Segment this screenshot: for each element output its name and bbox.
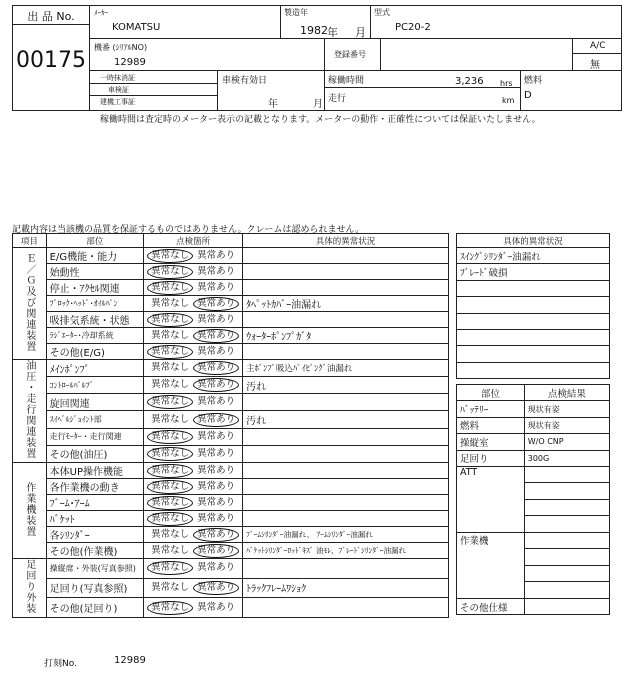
check-cell [144, 377, 243, 394]
disclaimer: 記載内容は当該機の品質を保証するものではありません。クレームは認められません。 [12, 225, 365, 235]
work-label: 作業機 [457, 532, 525, 598]
part-name: その他(E/G) [46, 344, 143, 360]
col-part: 部位 [46, 234, 143, 248]
ng-option: 異常あり [197, 396, 236, 408]
table-row [13, 296, 449, 312]
part-name: 吸排気系統・状態 [46, 312, 143, 328]
check-cell [144, 312, 243, 328]
ng-option: 異常あり [193, 581, 239, 595]
ok-option: 異常なし [147, 345, 193, 359]
ok-option: 異常なし [147, 601, 193, 615]
detail-cell [243, 264, 449, 280]
detail-cell: 汚れ [243, 377, 449, 394]
detail-cell [243, 479, 449, 495]
permit-label-3: 建機工事証 [100, 98, 135, 106]
result-part: 足回り [457, 450, 525, 466]
maker-label: ﾒｰｶｰ [94, 9, 108, 17]
part-name: 走行ﾓｰﾀｰ・走行関連 [46, 428, 143, 445]
part-name: 各ｼﾘﾝﾀﾞｰ [46, 527, 143, 543]
hours-value: 3,236 [455, 76, 484, 87]
ok-option: 異常なし [151, 329, 190, 341]
check-cell [144, 296, 243, 312]
table-row [13, 411, 449, 428]
detail-cell: ﾊﾞｹｯﾄｼﾘﾝﾀﾞｰﾛｯﾄﾞｷｽﾞ 油ﾓﾚ、ﾌﾞﾚｰﾄﾞｼﾘﾝﾀﾞｰ油漏れ [243, 543, 449, 559]
result-part: 操縦室 [457, 434, 525, 450]
group-label: 足回り外装 [23, 559, 35, 614]
result-col-result: 点検結果 [524, 385, 609, 401]
table-row [13, 543, 449, 559]
check-cell [144, 598, 243, 618]
detail-cell [243, 428, 449, 445]
inspect-label: 車検有効日 [222, 76, 268, 86]
permit-label-2: 車検証 [108, 86, 129, 94]
ng-option: 異常あり [197, 430, 236, 442]
ok-option: 異常なし [147, 430, 193, 444]
ng-option: 異常あり [197, 562, 236, 574]
part-name: ﾌﾞﾛｯｸ･ﾍｯﾄﾞ･ｵｲﾙﾊﾟﾝ [46, 296, 143, 312]
ok-option: 異常なし [151, 544, 190, 556]
detail-cell [243, 280, 449, 296]
table-row [13, 479, 449, 495]
check-cell [144, 511, 243, 527]
ng-option: 異常あり [197, 249, 236, 261]
ok-option: 異常なし [147, 313, 193, 327]
detail-cell [243, 445, 449, 462]
table-row [13, 377, 449, 394]
ok-option: 異常なし [151, 413, 190, 425]
table-row [13, 559, 449, 579]
check-cell [144, 394, 243, 411]
model-label: 型式 [374, 8, 390, 17]
right-detail-row [457, 362, 610, 378]
part-name: 足回り(写真参照) [46, 578, 143, 598]
ng-option: 異常あり [193, 329, 239, 343]
ok-option: 異常なし [147, 281, 193, 295]
right-detail-row [457, 297, 610, 313]
check-cell [144, 445, 243, 462]
right-result-table [456, 384, 610, 615]
part-name: 各作業機の動き [46, 479, 143, 495]
part-name: ﾌﾞｰﾑ･ｱｰﾑ [46, 495, 143, 511]
ng-option: 異常あり [193, 544, 239, 558]
part-name: その他(油圧) [46, 445, 143, 462]
right-detail-row [457, 346, 610, 362]
part-name: ｺﾝﾄﾛｰﾙﾊﾞﾙﾌﾞ [46, 377, 143, 394]
fuel-value: D [524, 90, 532, 101]
ng-option: 異常あり [197, 265, 236, 277]
ng-option: 異常あり [193, 297, 239, 311]
serial-label: 機番 (ｼﾘｱﾙNO) [94, 43, 148, 52]
group-label: Ｅ／Ｇ及び関連装置 [23, 252, 35, 352]
part-name: その他(足回り) [46, 598, 143, 618]
detail-cell: ﾀﾍﾟｯﾄｶﾊﾞｰ油漏れ [243, 296, 449, 312]
ok-option: 異常なし [147, 447, 193, 461]
ok-option: 異常なし [147, 265, 193, 279]
year-label: 製造年 [284, 8, 308, 17]
check-cell [144, 344, 243, 360]
ok-option: 異常なし [147, 395, 193, 409]
ok-option: 異常なし [147, 464, 193, 478]
table-row [13, 328, 449, 344]
detail-cell [243, 559, 449, 579]
ng-option: 異常あり [197, 512, 236, 524]
travel-label: 走行 [328, 94, 347, 104]
result-part: ﾊﾞｯﾃﾘｰ [457, 401, 525, 417]
table-row [13, 264, 449, 280]
ok-option: 異常なし [151, 581, 190, 593]
check-cell [144, 527, 243, 543]
ac-value: 無 [590, 60, 600, 71]
maker-value: KOMATSU [112, 22, 161, 33]
detail-cell [243, 344, 449, 360]
detail-cell: ｳｫｰﾀｰﾎﾟﾝﾌﾟｶﾞﾀ [243, 328, 449, 344]
check-cell [144, 495, 243, 511]
table-row [13, 463, 449, 479]
check-cell [144, 428, 243, 445]
lot-label: 出 品 No. [27, 10, 75, 23]
ac-label: A/C [590, 41, 606, 51]
check-cell [144, 559, 243, 579]
ng-option: 異常あり [197, 601, 236, 613]
att-label: ATT [457, 466, 525, 532]
ng-option: 異常あり [193, 378, 239, 392]
result-value: 300G [524, 450, 609, 466]
ng-option: 異常あり [197, 480, 236, 492]
part-name: 操縦席・外装(写真参照) [46, 559, 143, 579]
group-label: 作業機装置 [23, 481, 35, 537]
part-name: 本体UP操作機能 [46, 463, 143, 479]
check-cell [144, 479, 243, 495]
right-detail-row [457, 280, 610, 296]
model-value: PC20-2 [395, 22, 431, 33]
detail-cell [243, 495, 449, 511]
other-label: その他仕様 [457, 598, 525, 614]
ng-option: 異常あり [193, 528, 239, 542]
check-cell [144, 543, 243, 559]
detail-cell: 主ﾎﾟﾝﾌﾟ吸込ﾊﾟｲﾋﾟﾝｸﾞ油漏れ [243, 360, 449, 377]
part-name: ﾗｼﾞｴｰﾀｰ･冷却系統 [46, 328, 143, 344]
stamp-label: 打刻No. [44, 659, 77, 669]
ok-option: 異常なし [147, 480, 193, 494]
detail-cell: ﾌﾞｰﾑｼﾘﾝﾀﾞｰ油漏れ、 ｱｰﾑｼﾘﾝﾀﾞｰ油漏れ [243, 527, 449, 543]
serial-value: 12989 [114, 57, 146, 68]
table-row [13, 344, 449, 360]
col-detail: 具体的異常状況 [243, 234, 449, 248]
table-row [13, 511, 449, 527]
detail-cell [243, 394, 449, 411]
table-row [13, 394, 449, 411]
ok-option: 異常なし [147, 496, 193, 510]
right-detail-row: ｽｲﾝｸﾞｼﾘﾝﾀﾞｰ油漏れ [457, 248, 610, 264]
detail-cell [243, 463, 449, 479]
fuel-label: 燃料 [524, 76, 543, 86]
check-cell [144, 264, 243, 280]
detail-cell: ﾄﾗｯｸﾌﾚｰﾑﾜｼｮｸ [243, 578, 449, 598]
check-cell [144, 411, 243, 428]
table-row [13, 360, 449, 377]
part-name: E/G機能・能力 [46, 248, 143, 264]
hours-label: 稼働時間 [328, 76, 365, 86]
result-col-part: 部位 [457, 385, 525, 401]
check-cell [144, 328, 243, 344]
table-row [13, 598, 449, 618]
ok-option: 異常なし [151, 528, 190, 540]
ng-option: 異常あり [193, 413, 239, 427]
result-value: 現状有姿 [524, 401, 609, 417]
col-item: 項目 [13, 234, 47, 248]
ok-option: 異常なし [151, 297, 190, 309]
inspection-table [12, 233, 449, 618]
year-value: 1982 [300, 24, 328, 37]
reg-label: 登録番号 [334, 50, 366, 59]
detail-cell [243, 248, 449, 264]
result-value: W/O CNP [524, 434, 609, 450]
ok-option: 異常なし [147, 512, 193, 526]
ng-option: 異常あり [197, 345, 236, 357]
right-detail-row: ﾌﾞﾚｰﾄﾞ破損 [457, 264, 610, 280]
part-name: 旋回関連 [46, 394, 143, 411]
detail-cell: 汚れ [243, 411, 449, 428]
check-cell [144, 578, 243, 598]
part-name: ﾊﾞｹｯﾄ [46, 511, 143, 527]
table-row [13, 527, 449, 543]
ng-option: 異常あり [197, 464, 236, 476]
ng-option: 異常あり [197, 313, 236, 325]
table-row [13, 578, 449, 598]
check-cell [144, 248, 243, 264]
lot-number: 00175 [16, 48, 86, 73]
check-cell [144, 360, 243, 377]
ng-option: 異常あり [197, 447, 236, 459]
part-name: 停止・ｱｸｾﾙ関連 [46, 280, 143, 296]
ok-option: 異常なし [151, 362, 190, 374]
detail-cell [243, 598, 449, 618]
table-row [13, 428, 449, 445]
ng-option: 異常あり [197, 281, 236, 293]
ng-option: 異常あり [197, 496, 236, 508]
right-detail-row [457, 313, 610, 329]
detail-cell [243, 312, 449, 328]
check-cell [144, 463, 243, 479]
ng-option: 異常あり [193, 361, 239, 375]
right-detail-header: 具体的異常状況 [457, 234, 610, 248]
table-row [13, 445, 449, 462]
hours-note: 稼働時間は査定時のメーター表示の記載となります。メーターの動作・正確性については保証いたしません。 [100, 115, 541, 125]
table-row [13, 280, 449, 296]
part-name: ｽｲﾍﾞﾙｼﾞｮｲﾝﾄ部 [46, 411, 143, 428]
permit-label-1: 一時抹消証 [100, 74, 135, 82]
right-detail-table [456, 233, 610, 379]
group-label: 油圧・走行関連装置 [23, 360, 35, 459]
right-detail-row [457, 329, 610, 345]
part-name: その他(作業機) [46, 543, 143, 559]
stamp-value: 12989 [114, 655, 146, 666]
result-part: 燃料 [457, 417, 525, 433]
table-row [13, 248, 449, 264]
ok-option: 異常なし [151, 379, 190, 391]
ok-option: 異常なし [147, 249, 193, 263]
result-value: 現状有姿 [524, 417, 609, 433]
ok-option: 異常なし [147, 561, 193, 575]
part-name: ﾒｲﾝﾎﾟﾝﾌﾟ [46, 360, 143, 377]
detail-cell [243, 511, 449, 527]
col-check: 点検箇所 [144, 234, 243, 248]
table-row [13, 312, 449, 328]
table-row [13, 495, 449, 511]
check-cell [144, 280, 243, 296]
part-name: 始動性 [46, 264, 143, 280]
